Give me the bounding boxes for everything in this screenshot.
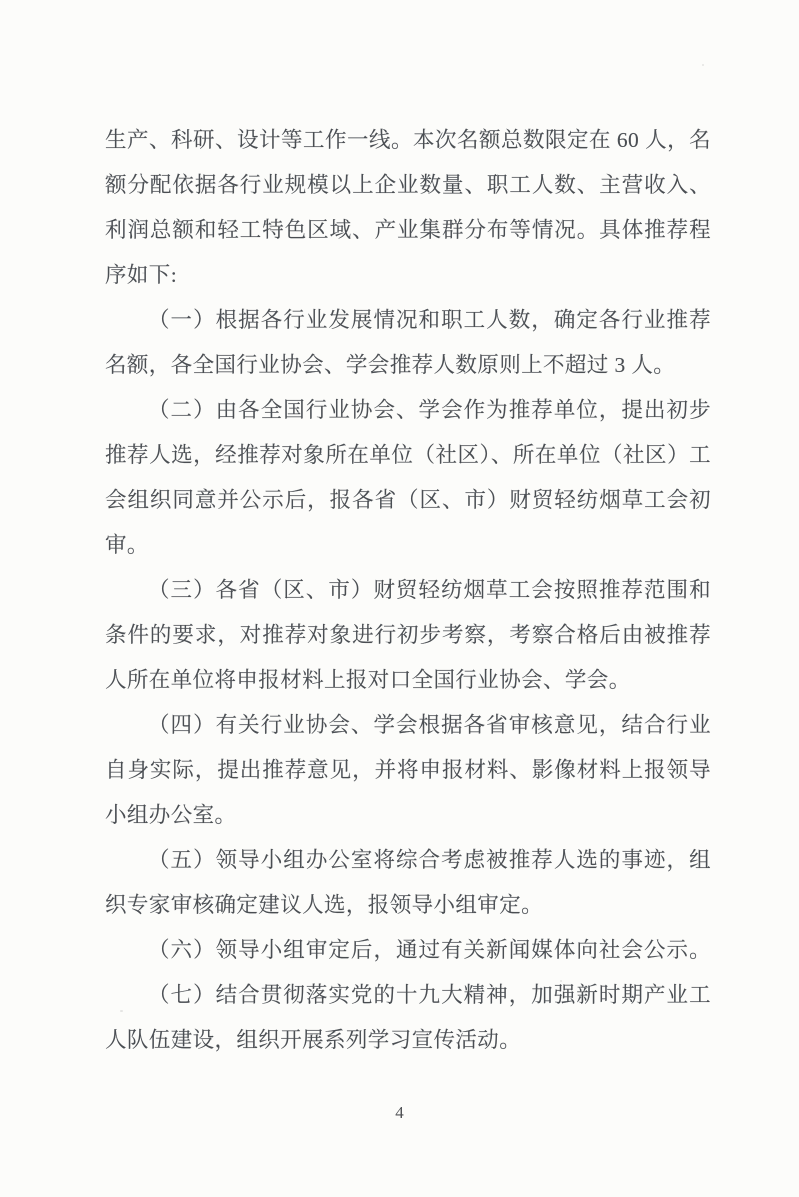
document-body (105, 118, 711, 1063)
paragraph: （七）结合贯彻落实党的十九大精神，加强新时期产业工人队伍建设，组织开展系列学习宣传活动。 (105, 983, 711, 1052)
paragraph: （五）领导小组办公室将综合考虑被推荐人选的事迹，组织专家审核确定建议人选，报领导小组审定。 (105, 848, 711, 917)
paragraph: （三）各省（区、市）财贸轻纺烟草工会按照推荐范围和条件的要求，对推荐对象进行初步考察，考察合格后由被推荐人所在单位将申报材料上报对口全国行业协会、学会。 (105, 578, 711, 692)
paragraph: （一）根据各行业发展情况和职工人数，确定各行业推荐名额，各全国行业协会、学会推荐人数原则上不超过 3 人。 (105, 308, 711, 377)
paragraph: （四）有关行业协会、学会根据各省审核意见，结合行业自身实际，提出推荐意见，并将申报材料、影像材料上报领导小组办公室。 (105, 713, 711, 827)
scan-noise-speck (702, 64, 704, 66)
paragraph: （六）领导小组审定后，通过有关新闻媒体向社会公示。 (148, 938, 711, 962)
page-number: 4 (395, 1103, 404, 1122)
paragraph: 生产、科研、设计等工作一线。本次名额总数限定在 60 人，名额分配依据各行业规模以上企业数量、职工人数、主营收入、利润总额和轻工特色区域、产业集群分布等情况。具体推荐程序如下: (105, 128, 711, 287)
paragraph: （二）由各全国行业协会、学会作为推荐单位，提出初步推荐人选，经推荐对象所在单位（社区）、所在单位（社区）工会组织同意并公示后，报各省（区、市）财贸轻纺烟草工会初审。 (105, 398, 711, 557)
